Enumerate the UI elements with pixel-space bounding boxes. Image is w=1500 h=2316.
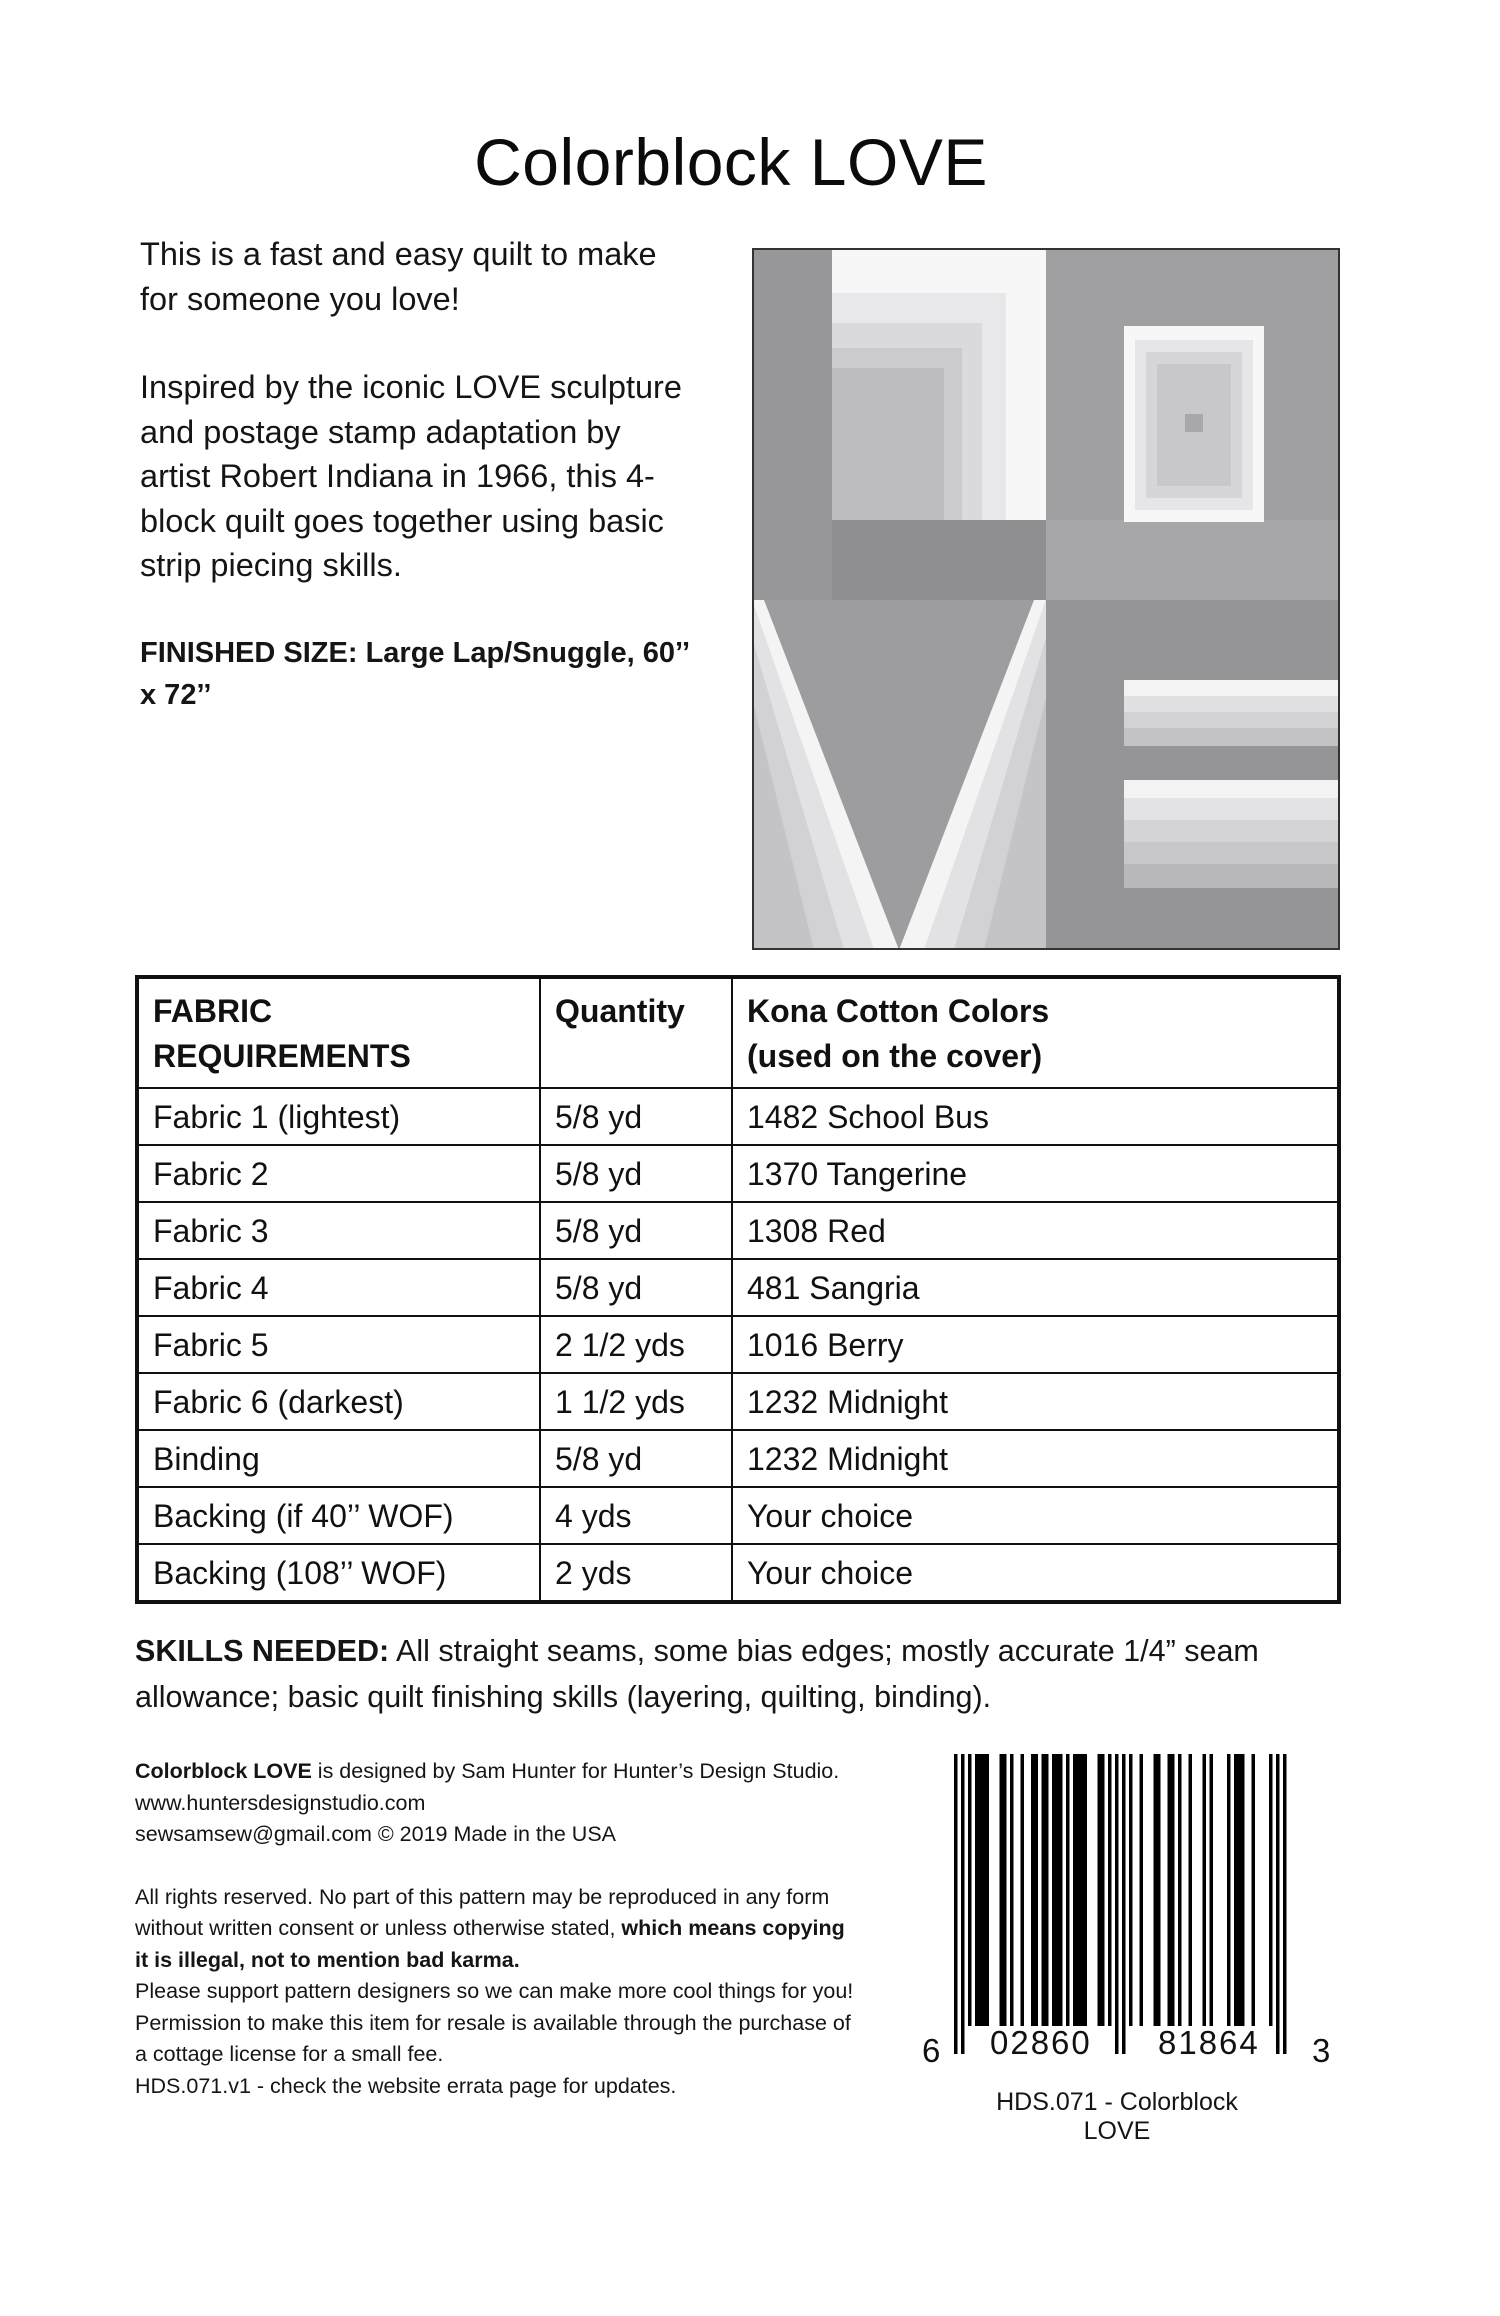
quantity-cell: 5/8 yd <box>540 1259 732 1316</box>
barcode-bar <box>961 1754 965 2054</box>
barcode-bar <box>975 1754 979 2026</box>
barcode-bar <box>1035 1754 1039 2026</box>
fabric-cell: Fabric 5 <box>137 1316 540 1373</box>
barcode-bar <box>1080 1754 1084 2026</box>
barcode-left-digits: 02860 <box>990 2024 1092 2061</box>
credits-pattern-name: Colorblock LOVE <box>135 1759 312 1783</box>
quantity-cell: 5/8 yd <box>540 1202 732 1259</box>
barcode-bar <box>1031 1754 1035 2026</box>
table-header-row <box>137 977 1339 1088</box>
intro-text <box>140 232 700 760</box>
fabric-cell: Fabric 4 <box>137 1259 540 1316</box>
color-cell: 1232 Midnight <box>732 1373 1339 1430</box>
barcode-bar <box>1269 1754 1273 2026</box>
quilt-block-o <box>1046 248 1340 600</box>
barcode-bar <box>1252 1754 1256 2026</box>
header-kona-colors <box>732 977 1339 1088</box>
skills-label: SKILLS NEEDED: <box>135 1634 390 1668</box>
barcode-check-digit: 3 <box>1312 2032 1331 2069</box>
color-cell: 481 Sangria <box>732 1259 1339 1316</box>
barcode-bar <box>1066 1754 1070 2026</box>
intro-paragraph-2: Inspired by the iconic LOVE sculpture and postage stamp adaptation by artist Robert Indiana in 1966, this 4-block quilt goes together using basic strip piecing skills. <box>140 369 682 583</box>
fabric-requirements-table <box>135 975 1341 1604</box>
rights-info <box>135 1882 855 2103</box>
support-text: Please support pattern designers so we can make more cool things for you! <box>135 1979 854 2003</box>
barcode-bar <box>1077 1754 1081 2026</box>
quantity-cell: 1 1/2 yds <box>540 1373 732 1430</box>
finished-size: FINISHED SIZE: Large Lap/Snuggle, 60’’ x 72’’ <box>140 636 689 711</box>
barcode-bar <box>1234 1754 1238 2026</box>
table-row <box>137 1373 1339 1430</box>
contact-text: sewsamsew@gmail.com © 2019 Made in the USA <box>135 1822 616 1846</box>
color-cell: 1308 Red <box>732 1202 1339 1259</box>
barcode-bar <box>1129 1754 1133 2026</box>
barcode-bar <box>1227 1754 1231 2026</box>
header-fabric: FABRIC REQUIREMENTS <box>137 977 540 1088</box>
barcode-bar <box>1059 1754 1063 2026</box>
barcode-bar <box>986 1754 990 2026</box>
table-row <box>137 1145 1339 1202</box>
table-row <box>137 1316 1339 1373</box>
color-cell: 1482 School Bus <box>732 1088 1339 1145</box>
table-row <box>137 1088 1339 1145</box>
rights-text: All rights reserved. No part of this pattern may be reproduced in any form without written consent or unless otherwise stated, <box>135 1884 830 1940</box>
table-row <box>137 1544 1339 1602</box>
barcode-bar <box>1210 1754 1214 2026</box>
barcode-bar <box>1073 1754 1077 2026</box>
barcode-bar <box>1154 1754 1158 2026</box>
header-kona-line1: Kona Cotton Colors <box>747 993 1050 1029</box>
barcode-bar <box>1115 1754 1119 2054</box>
table-row <box>137 1259 1339 1316</box>
barcode-bar <box>1171 1754 1175 2026</box>
color-cell: 1370 Tangerine <box>732 1145 1339 1202</box>
color-cell: Your choice <box>732 1487 1339 1544</box>
fabric-cell: Binding <box>137 1430 540 1487</box>
barcode-bar <box>1010 1754 1014 2026</box>
barcode-right-digits: 81864 <box>1158 2024 1260 2061</box>
barcode-caption: HDS.071 - Colorblock LOVE <box>996 2088 1238 2145</box>
color-cell: Your choice <box>732 1544 1339 1602</box>
intro-paragraph-1: This is a fast and easy quilt to make for someone you love! <box>140 236 657 317</box>
version-text: HDS.071.v1 - check the website errata page for updates. <box>135 2073 677 2098</box>
barcode-bar <box>954 1754 958 2054</box>
rights-bold-text: which means copying it is illegal, not to mention bad karma. <box>135 1916 845 1972</box>
quantity-cell: 4 yds <box>540 1487 732 1544</box>
quantity-cell: 2 1/2 yds <box>540 1316 732 1373</box>
designer-info <box>135 1756 855 1851</box>
quantity-cell: 5/8 yd <box>540 1430 732 1487</box>
quilt-block-e <box>1046 600 1340 950</box>
barcode-bar <box>1098 1754 1102 2026</box>
barcode-bar <box>1084 1754 1088 2026</box>
fabric-cell: Backing (108’’ WOF) <box>137 1544 540 1602</box>
barcode-bar <box>1189 1754 1193 2026</box>
fabric-cell: Fabric 2 <box>137 1145 540 1202</box>
quantity-cell: 5/8 yd <box>540 1088 732 1145</box>
skills-needed <box>135 1628 1365 1720</box>
table-row <box>137 1430 1339 1487</box>
barcode-bar <box>1045 1754 1049 2026</box>
table-row <box>137 1487 1339 1544</box>
barcode-bar <box>1042 1754 1046 2026</box>
designed-by-text: is designed by Sam Hunter for Hunter’s Design Studio. www.huntersdesignstudio.com <box>135 1759 840 1815</box>
fabric-cell: Backing (if 40’’ WOF) <box>137 1487 540 1544</box>
color-cell: 1016 Berry <box>732 1316 1339 1373</box>
table-row <box>137 1202 1339 1259</box>
quantity-cell: 2 yds <box>540 1544 732 1602</box>
barcode-bar <box>1203 1754 1207 2026</box>
page-title: Colorblock LOVE <box>474 125 988 199</box>
header-quantity: Quantity <box>540 977 732 1088</box>
barcode-bar <box>1241 1754 1245 2026</box>
skills-text: All straight seams, some bias edges; mostly accurate 1/4” seam allowance; basic quilt finishing skills (layering, quilting, binding). <box>135 1634 1259 1714</box>
barcode-bar <box>1021 1754 1025 2026</box>
barcode-bar <box>1052 1754 1056 2026</box>
barcode-bar <box>1157 1754 1161 2026</box>
barcode-bar <box>1238 1754 1242 2026</box>
quilt-block-v <box>752 600 1046 950</box>
barcode-bar <box>1122 1754 1126 2054</box>
barcode-bar <box>1283 1754 1287 2054</box>
fabric-cell: Fabric 3 <box>137 1202 540 1259</box>
credits-block <box>135 1756 855 2102</box>
barcode-bar <box>1108 1754 1112 2026</box>
color-cell: 1232 Midnight <box>732 1430 1339 1487</box>
barcode-bar <box>1140 1754 1144 2026</box>
barcode-bar <box>1056 1754 1060 2026</box>
fabric-cell: Fabric 6 (darkest) <box>137 1373 540 1430</box>
fabric-cell: Fabric 1 (lightest) <box>137 1088 540 1145</box>
quantity-cell: 5/8 yd <box>540 1145 732 1202</box>
quilt-block-l <box>752 248 1046 600</box>
barcode-bar <box>1000 1754 1004 2026</box>
barcode-bar <box>1101 1754 1105 2026</box>
header-kona-line2: (used on the cover) <box>747 1038 1043 1074</box>
barcode-bar <box>1178 1754 1182 2026</box>
barcode-bar <box>1168 1754 1172 2026</box>
barcode <box>914 1754 1334 2064</box>
barcode-bar <box>1003 1754 1007 2026</box>
barcode-bar <box>968 1754 972 2026</box>
barcode-first-digit: 6 <box>922 2032 941 2069</box>
barcode-bar <box>982 1754 986 2026</box>
barcode-bar <box>979 1754 983 2026</box>
quilt-illustration <box>752 248 1340 950</box>
barcode-bar <box>1276 1754 1280 2054</box>
permission-text: Permission to make this item for resale is available through the purchase of a cottage license for a small fee. <box>135 2010 851 2066</box>
